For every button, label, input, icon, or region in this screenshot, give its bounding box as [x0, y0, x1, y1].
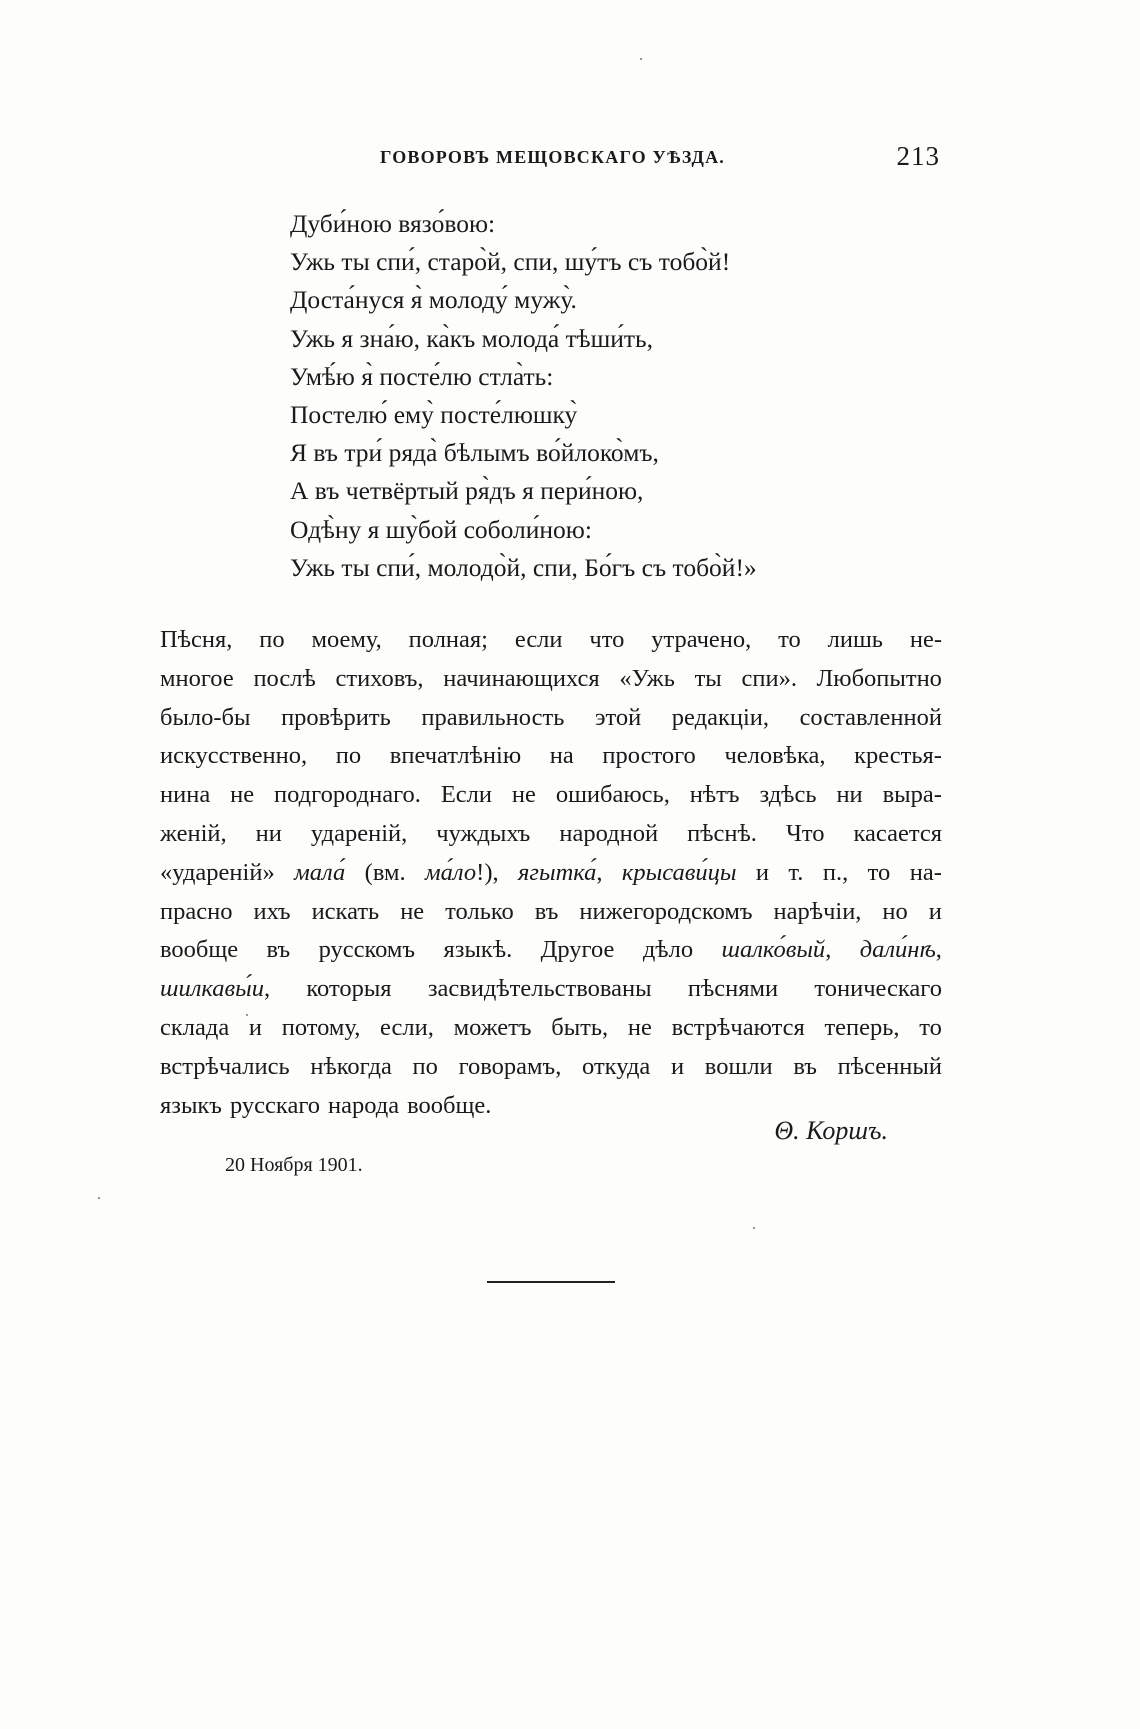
paragraph-word: искусственно, — [160, 742, 308, 770]
paragraph-word: крестья- — [854, 742, 942, 770]
paragraph-word: не — [230, 781, 255, 809]
paragraph-word: крысави́цы — [621, 858, 737, 886]
paragraph-word: (вм. — [364, 858, 406, 886]
paragraph-word: касается — [853, 819, 942, 847]
poem-line: Я въ три́ ряда̀ бѣлымъ во́йлоко̀мъ, — [290, 438, 659, 468]
poem-line: Постелю́ ему̀ посте́люшку̀ — [290, 400, 578, 430]
paragraph-word: Если — [440, 781, 492, 809]
paragraph-word: то — [778, 626, 801, 653]
paragraph-word: тоническаго — [814, 975, 942, 1003]
paragraph-word: теперь, — [824, 1013, 900, 1041]
paragraph-word: лишь — [827, 626, 883, 653]
paragraph-word: нарѣчіи, — [773, 897, 862, 925]
paragraph-word: Любопытно — [816, 664, 942, 692]
paragraph-word: но — [882, 897, 908, 925]
paragraph-line — [160, 621, 942, 660]
paragraph-word: и — [670, 1052, 685, 1080]
paragraph-word: не- — [909, 626, 942, 653]
paragraph-word: простого — [602, 742, 696, 770]
paragraph-word: если, — [380, 1013, 434, 1041]
poem-block — [290, 205, 890, 587]
paragraph-line — [160, 815, 942, 854]
paragraph-word: языкѣ. — [443, 936, 513, 964]
paragraph-line — [160, 776, 942, 815]
author-signature: Θ. Коршъ. — [774, 1116, 888, 1145]
paragraph-word: «Ужь — [619, 664, 675, 692]
print-speck — [640, 58, 642, 60]
paragraph-word: нижегородскомъ — [579, 897, 753, 925]
paragraph-word: ни — [836, 781, 863, 809]
paragraph-word: ошибаюсь, — [555, 781, 670, 809]
paragraph-word: народа — [328, 1091, 400, 1119]
paragraph-word: правильность — [421, 703, 565, 731]
end-rule — [487, 1281, 615, 1283]
paragraph-word: искать — [311, 897, 380, 925]
paragraph-word: откуда — [582, 1052, 651, 1080]
paragraph-word: не — [511, 781, 536, 809]
paragraph-word: провѣрить — [281, 703, 391, 731]
poem-line: Умѣ́ю я̀ посте́лю стла̀ть: — [290, 361, 554, 391]
paragraph-line — [160, 970, 942, 1009]
paragraph-word: русскомъ — [318, 936, 416, 964]
print-speck — [753, 1227, 755, 1229]
paragraph-word: женій, — [160, 819, 227, 847]
paragraph-word: мала́ — [294, 858, 346, 886]
paragraph-word: «удареній» — [160, 858, 275, 886]
paragraph-word: и — [755, 858, 769, 886]
paragraph-word: встрѣчались — [160, 1052, 290, 1080]
paragraph-word: потому, — [281, 1013, 361, 1041]
paragraph-word: по — [259, 626, 285, 653]
paragraph-word: удареній, — [310, 819, 408, 847]
paragraph-word: ихъ — [253, 897, 291, 925]
paragraph-word: въ — [266, 936, 291, 964]
paragraph-word: п., — [822, 858, 849, 886]
paragraph-word: нина — [160, 781, 211, 809]
paragraph-word: говорамъ, — [458, 1052, 562, 1080]
paragraph-word: здѣсь — [759, 781, 817, 809]
date-line: 20 Ноября 1901. — [225, 1154, 363, 1176]
paragraph-line — [160, 1048, 942, 1087]
paragraph-word: не — [400, 897, 425, 925]
paragraph-word: шилкавы́и, — [160, 975, 271, 1003]
paragraph-word: что — [589, 626, 625, 653]
paragraph-word: выра- — [882, 781, 942, 809]
paragraph-word: на — [549, 742, 574, 770]
paragraph-line — [160, 737, 942, 776]
paragraph-word: въ — [534, 897, 559, 925]
paragraph-word: не — [627, 1013, 652, 1041]
paragraph-word: т. — [788, 858, 804, 886]
paragraph-word: нѣкогда — [310, 1052, 392, 1080]
paragraph-word: чуждыхъ — [436, 819, 531, 847]
print-speck — [98, 1197, 100, 1199]
paragraph-word: если — [514, 626, 563, 653]
paragraph-word: можетъ — [453, 1013, 532, 1041]
paragraph-word: Что — [785, 819, 825, 847]
running-title: ГОВОРОВЪ МЕЩОВСКАГО УѢЗДА. — [380, 147, 725, 167]
paragraph-word: человѣка, — [724, 742, 826, 770]
paragraph-line — [160, 854, 942, 893]
paragraph-word: ни — [255, 819, 282, 847]
paragraph-line — [160, 699, 942, 738]
paragraph-word: которыя — [306, 975, 392, 1003]
paragraph-word: русскаго — [229, 1091, 321, 1119]
paragraph-line — [160, 893, 942, 932]
paragraph-word: и — [248, 1013, 263, 1041]
paragraph-word: дали́нѣ, — [859, 936, 942, 964]
commentary-paragraph — [160, 621, 942, 1125]
paragraph-word: Другое — [540, 936, 615, 964]
paragraph-word: то — [919, 1013, 942, 1041]
paragraph-word: впечатлѣнію — [389, 742, 522, 770]
paragraph-word: утрачено, — [651, 626, 752, 653]
poem-line: Одѣ̀ну я шу̀бой соболи́ною: — [290, 514, 592, 544]
paragraph-word: составленной — [799, 703, 942, 731]
paragraph-word: по — [335, 742, 362, 770]
paragraph-word: встрѣчаются — [671, 1013, 805, 1041]
poem-line: Ужь ты спи́, молодо̀й, спи, Бо́гъ съ тобо̀й!» — [290, 552, 757, 582]
paragraph-word: только — [445, 897, 514, 925]
paragraph-word: ты — [694, 664, 722, 692]
paragraph-word: склада — [160, 1013, 230, 1041]
paragraph-word: Пѣсня, — [160, 626, 233, 653]
paragraph-line — [160, 1009, 942, 1048]
paragraph-word: послѣ — [253, 664, 316, 692]
paragraph-word: многое — [160, 664, 234, 692]
paragraph-word: вообще — [160, 936, 239, 964]
paragraph-word: то — [867, 858, 891, 886]
paragraph-line — [160, 660, 942, 699]
paragraph-word: пѣснями — [687, 975, 779, 1003]
paragraph-word: и — [928, 897, 942, 925]
paragraph-word: засвидѣтельствованы — [427, 975, 652, 1003]
poem-line: А въ четвёртый ря̀дъ я пери́ною, — [290, 476, 644, 506]
paragraph-word: по — [412, 1052, 438, 1080]
paragraph-word: спи». — [741, 664, 797, 692]
poem-line: Ужь ты спи́, старо̀й, спи, шу́тъ съ тобо̀й! — [290, 247, 731, 277]
print-speck — [246, 1014, 248, 1016]
paragraph-word: редакціи, — [671, 703, 769, 731]
paragraph-word: ягытка́, — [518, 858, 603, 886]
paragraph-line — [160, 931, 942, 970]
poem-line: Дуби́ною вязо́вою: — [290, 209, 496, 238]
paragraph-word: ма́ло!), — [425, 858, 499, 886]
paragraph-word: въ — [793, 1052, 817, 1080]
paragraph-word: было-бы — [160, 703, 251, 731]
paragraph-word: стиховъ, — [335, 664, 424, 692]
poem-line: Доста́нуся я̀ молоду́ мужу̀. — [290, 285, 577, 315]
paragraph-word: языкъ — [160, 1091, 222, 1119]
paragraph-word: этой — [594, 703, 642, 731]
paragraph-word: народной — [559, 819, 659, 847]
page-number: 213 — [896, 141, 940, 171]
paragraph-word: начинающихся — [443, 664, 600, 692]
paragraph-word: быть, — [551, 1013, 609, 1041]
paragraph-word: пѣснѣ. — [687, 819, 757, 847]
paragraph-word: вошли — [704, 1052, 773, 1080]
paragraph-word: шалко́вый, — [721, 936, 832, 964]
paragraph-word: подгороднаго. — [274, 781, 421, 809]
paragraph-word: вообще. — [407, 1091, 492, 1119]
running-head — [160, 141, 940, 177]
paragraph-word: пѣсенный — [837, 1052, 942, 1080]
paragraph-word: дѣло — [642, 936, 694, 964]
paragraph-word: моему, — [311, 626, 382, 653]
paragraph-word: на- — [909, 858, 942, 886]
paragraph-word: нѣтъ — [689, 781, 740, 809]
paragraph-word: полная; — [408, 626, 488, 653]
poem-line: Ужь я зна́ю, ка̀къ молода́ тѣши́ть, — [290, 323, 654, 353]
paragraph-word: прасно — [160, 897, 233, 925]
